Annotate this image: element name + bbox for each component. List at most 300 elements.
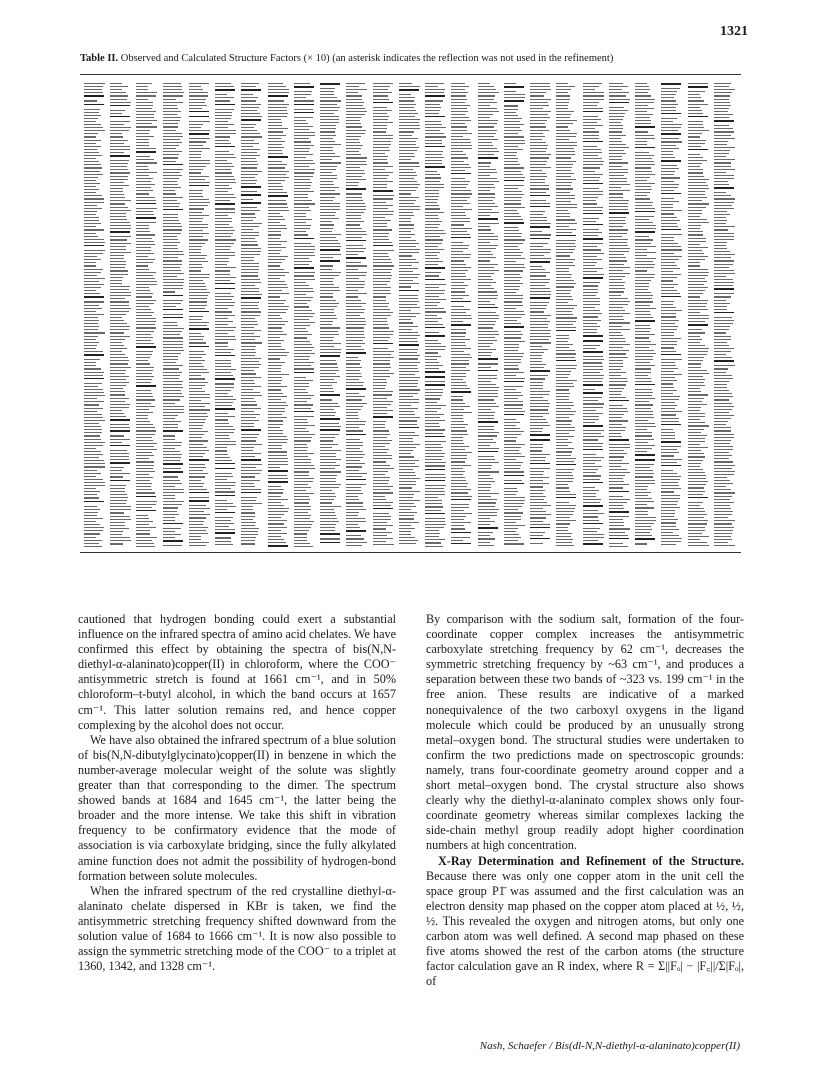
table-row [583, 457, 604, 458]
table-column [714, 82, 738, 548]
table-row [136, 515, 148, 516]
table-row [399, 537, 415, 538]
table-row [346, 352, 366, 354]
table-row [478, 429, 494, 430]
table-row [110, 534, 122, 535]
table-row [583, 475, 601, 476]
table-row [241, 512, 255, 513]
table-row [215, 369, 236, 370]
table-row [504, 422, 520, 423]
table-row [268, 141, 285, 142]
table-row [373, 471, 388, 472]
table-row [215, 526, 229, 527]
table-row [399, 107, 414, 108]
table-row [661, 488, 681, 489]
table-row [320, 178, 337, 179]
table-row [425, 340, 438, 341]
table-row [136, 524, 149, 525]
table-row [504, 337, 521, 338]
table-row [215, 191, 228, 192]
table-row [451, 291, 465, 292]
table-row [136, 415, 148, 416]
table-row [530, 95, 544, 96]
table-row [215, 468, 235, 470]
table-row [346, 412, 358, 413]
table-row [294, 294, 306, 295]
table-row [110, 277, 123, 278]
table-row [241, 100, 256, 101]
table-row [346, 545, 362, 546]
table-row [84, 287, 101, 288]
table-row [320, 437, 335, 438]
table-row [189, 252, 201, 253]
table-row [556, 252, 573, 253]
table-row [136, 343, 154, 344]
table-row [215, 267, 236, 268]
table-row [268, 496, 281, 497]
table-row [661, 177, 680, 178]
table-row [346, 293, 367, 294]
table-row [688, 303, 707, 304]
table-row [215, 157, 236, 158]
table-row [399, 335, 420, 336]
table-row [504, 519, 521, 520]
table-row [609, 119, 623, 120]
table-row [504, 453, 521, 454]
table-row [583, 520, 599, 521]
table-row [373, 184, 387, 185]
table-row [556, 314, 573, 315]
table-row [268, 86, 286, 87]
table-row [609, 147, 629, 148]
table-row [688, 127, 704, 128]
table-row [399, 240, 416, 241]
table-row [268, 380, 282, 381]
table-row [661, 284, 678, 285]
table-row [451, 273, 465, 274]
table-row [609, 95, 626, 96]
table-row [714, 102, 730, 103]
table-row [609, 335, 623, 336]
table-row [346, 254, 358, 255]
table-row [714, 542, 728, 543]
table-row [425, 411, 437, 412]
table-row [189, 363, 202, 364]
table-row [84, 275, 97, 276]
table-row [504, 414, 524, 416]
table-row [136, 133, 149, 134]
table-row [84, 494, 97, 495]
table-row [346, 340, 363, 341]
table-row [373, 312, 393, 313]
table-row [504, 444, 525, 445]
table-row [583, 496, 596, 497]
table-row [556, 505, 576, 506]
table-row [688, 508, 704, 509]
table-row [688, 388, 700, 389]
table-row [504, 368, 519, 369]
table-row [556, 461, 574, 462]
table-row [215, 366, 231, 367]
table-row [478, 197, 495, 198]
table-row [373, 373, 394, 374]
table-row [320, 284, 334, 285]
table-row [294, 112, 314, 114]
table-row [294, 450, 307, 451]
table-row [189, 489, 207, 490]
table-row [215, 327, 236, 328]
table-row [504, 292, 516, 293]
table-row [399, 150, 417, 151]
table-row [530, 226, 550, 228]
table-row [268, 455, 287, 456]
table-row [373, 262, 392, 263]
table-row [635, 514, 648, 515]
table-row [451, 111, 468, 112]
table-row [556, 105, 568, 106]
table-row [583, 323, 597, 324]
table-row [504, 264, 524, 265]
table-row [241, 285, 255, 286]
table-row [609, 487, 623, 488]
table-row [346, 278, 359, 279]
table-row [504, 236, 521, 237]
table-row [110, 467, 124, 468]
table-row [688, 324, 708, 326]
table-row [373, 334, 393, 335]
table-row [478, 279, 493, 280]
table-row [215, 305, 234, 306]
table-row [294, 157, 306, 158]
table-row [661, 157, 675, 158]
table-row [504, 200, 521, 201]
table-row [451, 504, 469, 505]
table-row [294, 368, 314, 369]
table-row [268, 231, 281, 232]
table-row [530, 217, 547, 218]
table-row [451, 516, 466, 517]
table-row [399, 200, 416, 201]
table-row [320, 459, 341, 460]
table-row [163, 282, 184, 283]
table-label: Table II. [80, 53, 119, 64]
table-row [241, 537, 256, 538]
table-row [399, 352, 417, 353]
table-row [241, 497, 257, 498]
table-row [635, 334, 655, 335]
table-row [609, 456, 624, 457]
table-row [609, 420, 628, 421]
table-row [714, 264, 733, 265]
table-row [530, 330, 551, 331]
table-row [451, 151, 463, 152]
table-row [294, 468, 315, 469]
table-row [714, 131, 734, 132]
table-row [373, 135, 393, 136]
table-row [215, 321, 233, 322]
table-row [294, 377, 306, 378]
table-row [84, 236, 98, 237]
table-row [84, 214, 96, 215]
table-row [320, 125, 336, 126]
table-row [478, 542, 490, 543]
table-row [635, 89, 650, 90]
table-row [635, 392, 653, 393]
table-row [609, 181, 627, 182]
table-row [110, 305, 129, 306]
table-row [373, 416, 393, 418]
table-row [215, 197, 236, 198]
table-row [556, 207, 577, 208]
table-row [478, 184, 494, 185]
table-row [714, 511, 733, 512]
table-row [714, 440, 731, 441]
table-row [635, 277, 654, 278]
table-row [714, 381, 729, 382]
table-row [346, 509, 366, 510]
table-row [163, 531, 175, 532]
table-row [136, 290, 150, 291]
table-row [451, 193, 472, 194]
table-row [399, 503, 414, 504]
table-row [399, 271, 413, 272]
table-row [530, 508, 543, 509]
table-row [110, 176, 128, 177]
table-row [556, 195, 575, 196]
table-row [556, 365, 577, 366]
table-row [241, 107, 259, 108]
table-row [163, 454, 182, 455]
table-row [451, 206, 463, 207]
table-row [609, 169, 628, 170]
table-row [136, 250, 151, 251]
table-row [504, 334, 523, 335]
table-row [163, 322, 177, 323]
table-row [163, 214, 178, 215]
table-row [346, 234, 367, 235]
table-row [320, 113, 334, 114]
table-row [136, 83, 152, 84]
table-row [556, 182, 572, 183]
table-row [661, 271, 673, 272]
table-row [451, 399, 463, 400]
table-row [189, 267, 203, 268]
table-row [320, 484, 341, 485]
table-row [714, 309, 727, 310]
table-row [609, 276, 625, 277]
table-row [688, 228, 700, 229]
table-row [110, 289, 129, 290]
table-row [163, 341, 183, 342]
table-row [530, 151, 546, 152]
table-row [399, 512, 417, 513]
table-row [241, 275, 258, 276]
table-row [688, 244, 700, 245]
table-row [294, 100, 314, 101]
table-row [425, 136, 446, 137]
table-row [609, 125, 623, 126]
table-row [215, 500, 227, 501]
table-row [688, 376, 703, 377]
table-row [373, 449, 389, 450]
table-row [189, 434, 204, 435]
table-row [635, 311, 650, 312]
table-row [294, 392, 308, 393]
table-row [373, 544, 394, 545]
table-row [556, 108, 568, 109]
table-row [84, 439, 101, 440]
table-row [373, 175, 389, 176]
table-row [163, 495, 175, 496]
table-row [688, 130, 709, 131]
table-row [294, 422, 308, 423]
table-row [583, 265, 595, 266]
table-row [241, 186, 261, 188]
table-row [556, 145, 577, 146]
table-row [530, 425, 550, 426]
table-row [399, 460, 419, 461]
table-row [425, 362, 439, 363]
table-row [425, 279, 445, 281]
table-row [189, 83, 209, 84]
table-row [136, 159, 154, 160]
table-row [688, 225, 701, 226]
table-row [399, 156, 415, 157]
table-row [425, 324, 443, 325]
table-row [530, 460, 545, 461]
table-caption [80, 52, 760, 66]
table-row [346, 296, 358, 297]
table-row [373, 278, 391, 279]
table-row [556, 117, 570, 118]
table-row [661, 344, 677, 345]
table-row [530, 164, 546, 165]
table-row [84, 530, 103, 531]
table-row [688, 143, 705, 144]
table-row [189, 428, 202, 429]
table-row [110, 89, 122, 90]
table-row [556, 133, 577, 134]
table-row [241, 229, 253, 230]
table-row [714, 195, 731, 196]
table-row [84, 546, 102, 547]
table-row [425, 384, 445, 386]
table-row [609, 153, 626, 154]
table-row [451, 264, 466, 265]
table-row [609, 138, 621, 139]
table-row [478, 229, 491, 230]
table-row [294, 465, 314, 466]
table-row [688, 216, 700, 217]
table-row [583, 407, 603, 408]
table-row [530, 480, 543, 481]
table-row [189, 233, 209, 234]
table-row [583, 301, 600, 302]
table-row [635, 538, 655, 540]
table-row [294, 203, 315, 204]
table-row [346, 157, 367, 158]
table-row [478, 130, 497, 131]
table-row [189, 492, 209, 494]
table-row [635, 504, 647, 505]
table-row [294, 359, 309, 360]
table-row [556, 530, 568, 531]
table-row [136, 269, 149, 270]
table-row [583, 326, 600, 327]
table-row [268, 533, 287, 534]
table-row [294, 141, 311, 142]
table-row [451, 282, 464, 283]
table-row [399, 175, 417, 176]
table-row [714, 505, 730, 506]
table-row [294, 493, 314, 494]
table-row [478, 267, 494, 268]
table-row [110, 416, 126, 417]
table-row [268, 272, 289, 273]
table-row [346, 290, 358, 291]
table-row [688, 394, 708, 395]
table-row [163, 430, 183, 432]
table-row [399, 531, 411, 532]
table-row [530, 342, 551, 343]
table-row [136, 321, 156, 322]
table-row [399, 113, 418, 114]
table-row [714, 120, 734, 122]
table-row [189, 542, 209, 543]
table-row [609, 229, 628, 230]
table-row [635, 264, 655, 265]
table-row [346, 284, 365, 285]
table-row [241, 528, 259, 529]
table-row [714, 545, 735, 546]
table-row [583, 537, 604, 538]
table-row [425, 261, 443, 262]
table-row [609, 242, 627, 243]
table-row [478, 83, 490, 84]
table-row [425, 264, 438, 265]
table-row [530, 336, 551, 337]
table-row [556, 265, 575, 266]
table-row [504, 525, 525, 526]
table-row [189, 121, 210, 122]
table-row [110, 488, 125, 489]
table-row [635, 164, 655, 165]
table-row [215, 154, 234, 155]
table-row [294, 197, 308, 198]
table-row [635, 219, 649, 220]
table-row [609, 546, 628, 547]
table-row [556, 243, 575, 244]
table-row [84, 171, 100, 172]
table-row [241, 279, 260, 280]
table-row [661, 107, 676, 108]
table-row [268, 189, 283, 190]
table-row [661, 201, 679, 202]
table-row [84, 305, 99, 306]
table-row [425, 100, 443, 101]
table-row [530, 182, 545, 183]
table-row [268, 331, 283, 332]
table-row [635, 161, 654, 162]
table-row [661, 296, 681, 298]
table-row [714, 239, 734, 240]
table-row [110, 497, 128, 498]
table-row [425, 174, 440, 175]
table-row [84, 404, 99, 405]
table-row [530, 246, 543, 247]
table-row [661, 160, 681, 162]
table-row [215, 416, 235, 417]
